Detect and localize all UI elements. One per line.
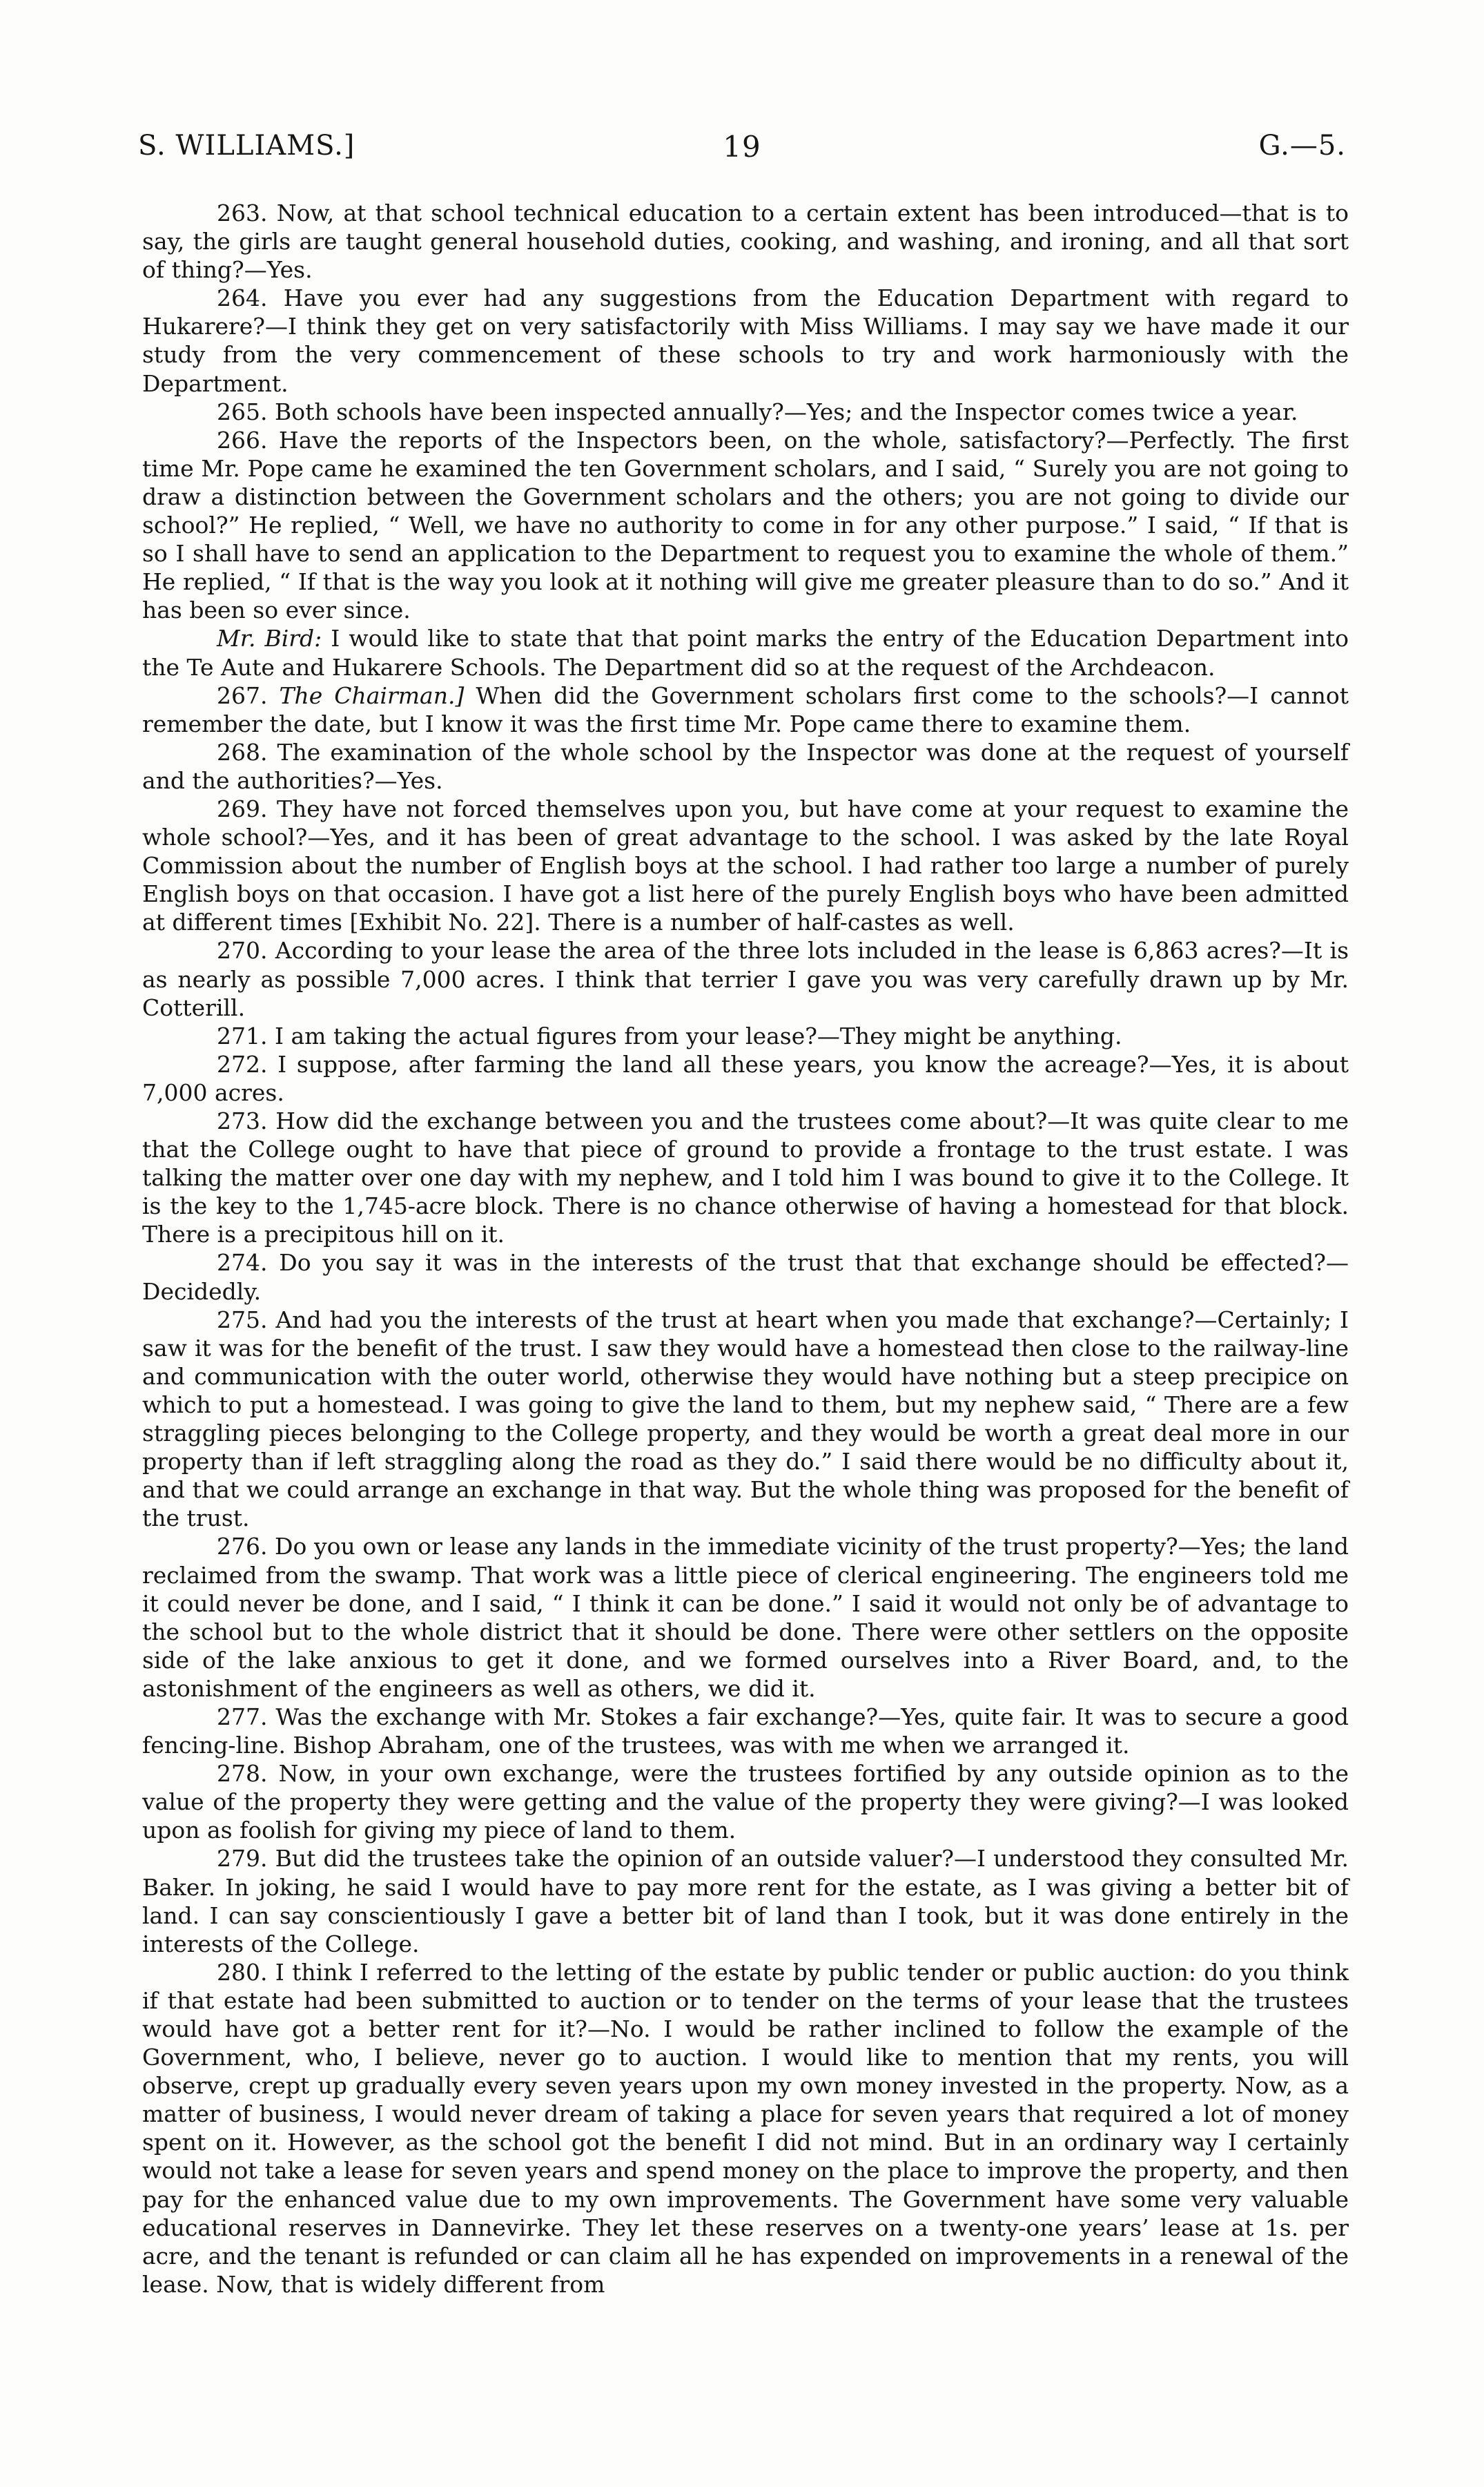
- paragraph-272: 272. I suppose, after farming the land all these years, you know the acreage?—Yes, it is about 7,000 acres.: [142, 1050, 1349, 1106]
- paragraph-275: 275. And had you the interests of the trust at heart when you made that exchange?—Certainly; I saw it was for the benefit of the trust. I saw they would have a homestead then close to the railway-line and communication with the outer world, otherwise they would have nothing but a steep precipice on which to put a homestead. I was going to give the land to them, but my nephew said, “ There are a few straggling pieces belonging to the College property, and they would be worth a great deal more in our property than if left straggling along the road as they do.” I said there would be no difficulty about it, and that we could arrange an exchange in that way. But the whole thing was proposed for the benefit of the trust.: [142, 1306, 1349, 1532]
- paragraph-271: 271. I am taking the actual figures from your lease?—They might be anything.: [217, 1022, 1122, 1049]
- paragraph-268: 268. The examination of the whole school by the Inspector was done at the request of yourself and the authorities?—Yes.: [142, 738, 1349, 794]
- paragraph-279: 279. But did the trustees take the opinion of an outside valuer?—I understood they consulted Mr. Baker. In joking, he said I would have to pay more rent for the estate, as I was giving a better bit of land. I can say conscientiously I gave a better bit of land than I took, but it was done entirely in the interests of the College.: [142, 1845, 1349, 1957]
- paragraph-265: 265. Both schools have been inspected annually?—Yes; and the Inspector comes twice a year.: [217, 398, 1298, 425]
- header-paper-reference: G.—5.: [1258, 130, 1346, 162]
- speaker-label: Mr. Bird:: [217, 625, 322, 652]
- paragraph-269: 269. They have not forced themselves upon you, but have come at your request to examine the whole school?—Yes, and it has been of great advantage to the school. I was asked by the late Royal Commission about the number of English boys at the school. I had rather too large a number of purely English boys on that occasion. I have got a list here of the purely English boys who have been admitted at different times [Exhibit No. 22]. There is a number of half-castes as well.: [142, 795, 1349, 936]
- paragraph-276: 276. Do you own or lease any lands in the immediate vicinity of the trust property?—Yes; the land reclaimed from the swamp. That work was a little piece of clerical engineering. The engineers told me it could never be done, and I said, “ I think it can be done.” I said it would not only be of advantage to the school but to the whole district that it should be done. There were other settlers on the opposite side of the lake anxious to get it done, and we formed ourselves into a River Board, and, to the astonishment of the engineers as well as others, we did it.: [142, 1533, 1349, 1702]
- paragraph-266: 266. Have the reports of the Inspectors been, on the whole, satisfactory?—Perfectly. The first time Mr. Pope came he examined the ten Government scholars, and I said, “ Surely you are not going to draw a distinction between the Government scholars and the others; you are not going to divide our school?” He replied, “ Well, we have no authority to come in for any other purpose.” I said, “ If that is so I shall have to send an application to the Department to request you to examine the whole of them.” He replied, “ If that is the way you look at it nothing will give me greater pleasure than to do so.” And it has been so ever since.: [142, 426, 1349, 624]
- page-number: 19: [723, 130, 761, 164]
- paragraph-277: 277. Was the exchange with Mr. Stokes a fair exchange?—Yes, quite fair. It was to secure a good fencing-line. Bishop Abraham, one of the trustees, was with me when we arranged it.: [142, 1703, 1349, 1759]
- paragraph-267: 267. The Chairman.] When did the Government scholars first come to the schools?—I cannot remember the date, but I know it was the first time Mr. Pope came there to examine them.: [142, 681, 1349, 737]
- paragraph-264: 264. Have you ever had any suggestions from the Education Department with regard to Hukarere?—I think they get on very satisfactorily with Miss Williams. I may say we have made it our study from the very commencement of these schools to try and work harmoniously with the Department.: [142, 284, 1349, 397]
- paragraph-274: 274. Do you say it was in the interests of the trust that that exchange should be effected?—Decidedly.: [142, 1249, 1349, 1305]
- paragraph-270: 270. According to your lease the area of the three lots included in the lease is 6,863 acres?—It is as nearly as possible 7,000 acres. I think that terrier I gave you was very carefully drawn up by Mr. Cotterill.: [142, 937, 1349, 1021]
- paragraph-278: 278. Now, in your own exchange, were the trustees fortified by any outside opinion as to the value of the property they were getting and the value of the property they were giving?—I was looked upon as foolish for giving my piece of land to them.: [142, 1760, 1349, 1844]
- paragraph-280: 280. I think I referred to the letting of the estate by public tender or public auction: do you think if that estate had been submitted to auction or to tender on the terms of your lease that the trustees would have got a better rent for it?—No. I would be rather inclined to follow the example of the Government, who, I believe, never go to auction. I would like to mention that my rents, you will observe, crept up gradually every seven years upon my own money invested in the property. Now, as a matter of business, I would never dream of taking a place for seven years that required a lot of money spent on it. However, as the school got the benefit I did not mind. But in an ordinary way I certainly would not take a lease for seven years and spend money on the place to improve the property, and then pay for the enhanced value due to my own improvements. The Government have some very valuable educational reserves in Dannevirke. They let these reserves on a twenty-one years’ lease at 1s. per acre, and the tenant is refunded or can claim all he has expended on improvements in a renewal of the lease. Now, that is widely different from: [142, 1958, 1349, 2298]
- paragraph-mr-bird: Mr. Bird: I would like to state that that point marks the entry of the Education Department into the Te Aute and Hukarere Schools. The Department did so at the request of the Archdeacon.: [142, 625, 1349, 681]
- page-body: [142, 199, 1349, 2299]
- header-witness-name: S. WILLIAMS.]: [138, 130, 355, 162]
- paragraph-273: 273. How did the exchange between you and the trustees come about?—It was quite clear to me that the College ought to have that piece of ground to provide a frontage to the trust estate. I was talking the matter over one day with my nephew, and I told him I was bound to give it to the College. It is the key to the 1,745-acre block. There is no chance otherwise of having a homestead for that block. There is a precipitous hill on it.: [142, 1107, 1349, 1248]
- paragraph-263: 263. Now, at that school technical education to a certain extent has been introduced—that is to say, the girls are taught general household duties, cooking, and washing, and ironing, and all that sort of thing?—Yes.: [142, 200, 1349, 284]
- page-header: [138, 130, 1346, 171]
- speaker-label: The Chairman.]: [279, 681, 465, 709]
